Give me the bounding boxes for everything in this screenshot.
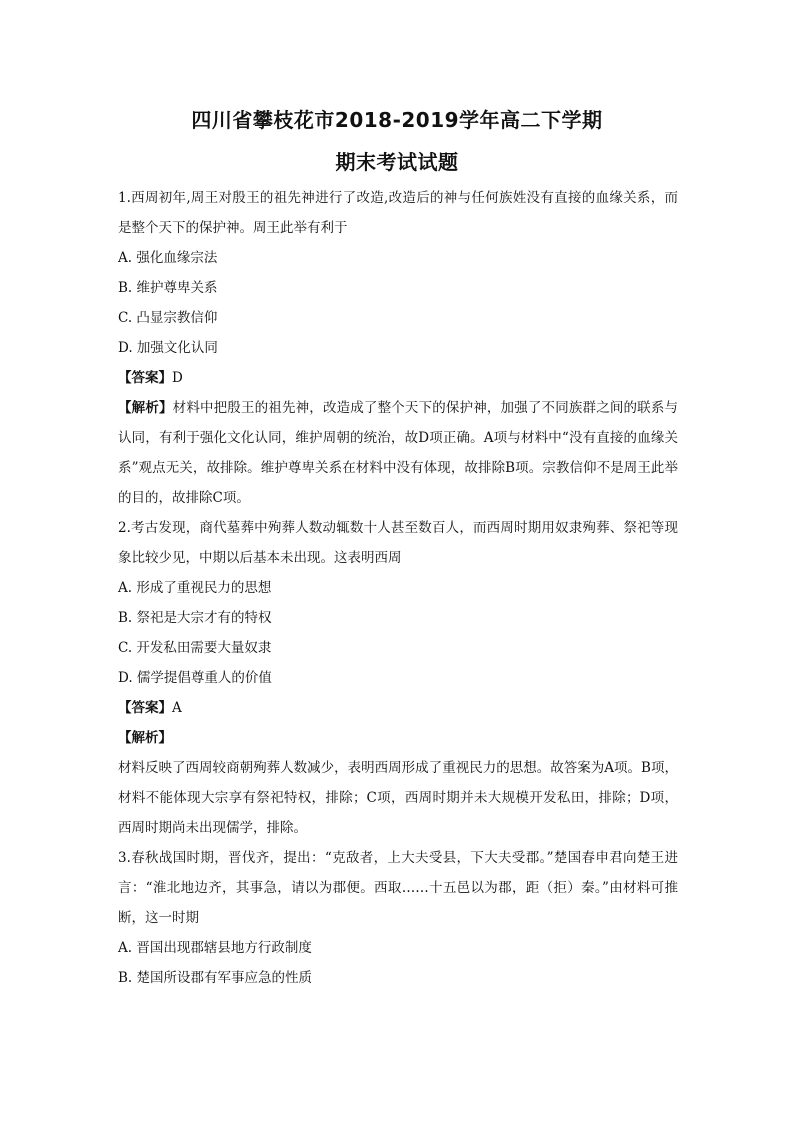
question-1-stem: 1.西周初年,周王对殷王的祖先神进行了改造,改造后的神与任何族姓没有直接的血缘关系，而是整个天下的保护神。周王此举有利于 <box>118 190 678 236</box>
question-2-stem: 2.考古发现，商代墓葬中殉葬人数动辄数十人甚至数百人，而西周时期用奴隶殉葬、祭祀等现象比较少见，中期以后基本未出现。这表明西周 <box>118 520 678 566</box>
analysis-label: 【解析】 <box>118 400 173 416</box>
answer-label: 【答案】 <box>118 370 172 386</box>
exam-body <box>118 183 678 993</box>
analysis-text: 材料中把殷王的祖先神，改造成了整个天下的保护神，加强了不同族群之间的联系与认同，有利于强化文化认同，维护周朝的统治，故D项正确。A项与材料中“没有直接的血缘关系”观点无关，故排除。维护尊卑关系在材料中没有体现，故排除B项。宗教信仰不是周王此举的目的，故排除C项。 <box>118 400 679 506</box>
question-2-answer <box>118 693 678 723</box>
question-3-option-b: B. 楚国所设郡有军事应急的性质 <box>118 970 313 986</box>
answer-value: D <box>172 370 183 386</box>
question-1-analysis <box>118 393 678 513</box>
question-2-analysis-label <box>118 723 678 753</box>
question-1-answer <box>118 363 678 393</box>
question-1-option-b: B. 维护尊卑关系 <box>118 280 218 296</box>
question-1-option-a: A. 强化血缘宗法 <box>118 250 218 266</box>
question-3-stem: 3.春秋战国时期，晋伐齐，提出：“克敌者，上大夫受县，下大夫受郡。”楚国春申君向楚王进言：“淮北地边齐，其事急，请以为郡便。西取……十五邑以为郡，距（拒）秦。”由材料可推断，这一时期 <box>118 850 678 926</box>
doc-title-line1: 四川省攀枝花市2018-2019学年高二下学期 <box>191 108 603 132</box>
question-3-option-a: A. 晋国出现郡辖县地方行政制度 <box>118 940 312 956</box>
answer-label: 【答案】 <box>118 700 172 716</box>
question-2-option-c: C. 开发私田需要大量奴隶 <box>118 640 272 656</box>
question-1-option-d: D. 加强文化认同 <box>118 340 218 356</box>
doc-title-line2: 期末考试试题 <box>335 150 459 174</box>
question-2-analysis: 材料反映了西周较商朝殉葬人数减少，表明西周形成了重视民力的思想。故答案为A项。B项，材料不能体现大宗享有祭祀特权，排除；C项，西周时期并未大规模开发私田，排除；D项，西周时期尚未出现儒学，排除。 <box>118 760 678 836</box>
question-2-option-b: B. 祭祀是大宗才有的特权 <box>118 610 272 626</box>
analysis-label: 【解析】 <box>118 730 172 746</box>
question-2-option-d: D. 儒学提倡尊重人的价值 <box>118 670 272 686</box>
answer-value: A <box>172 700 182 716</box>
question-2-option-a: A. 形成了重视民力的思想 <box>118 580 272 596</box>
question-1-option-c: C. 凸显宗教信仰 <box>118 310 218 326</box>
